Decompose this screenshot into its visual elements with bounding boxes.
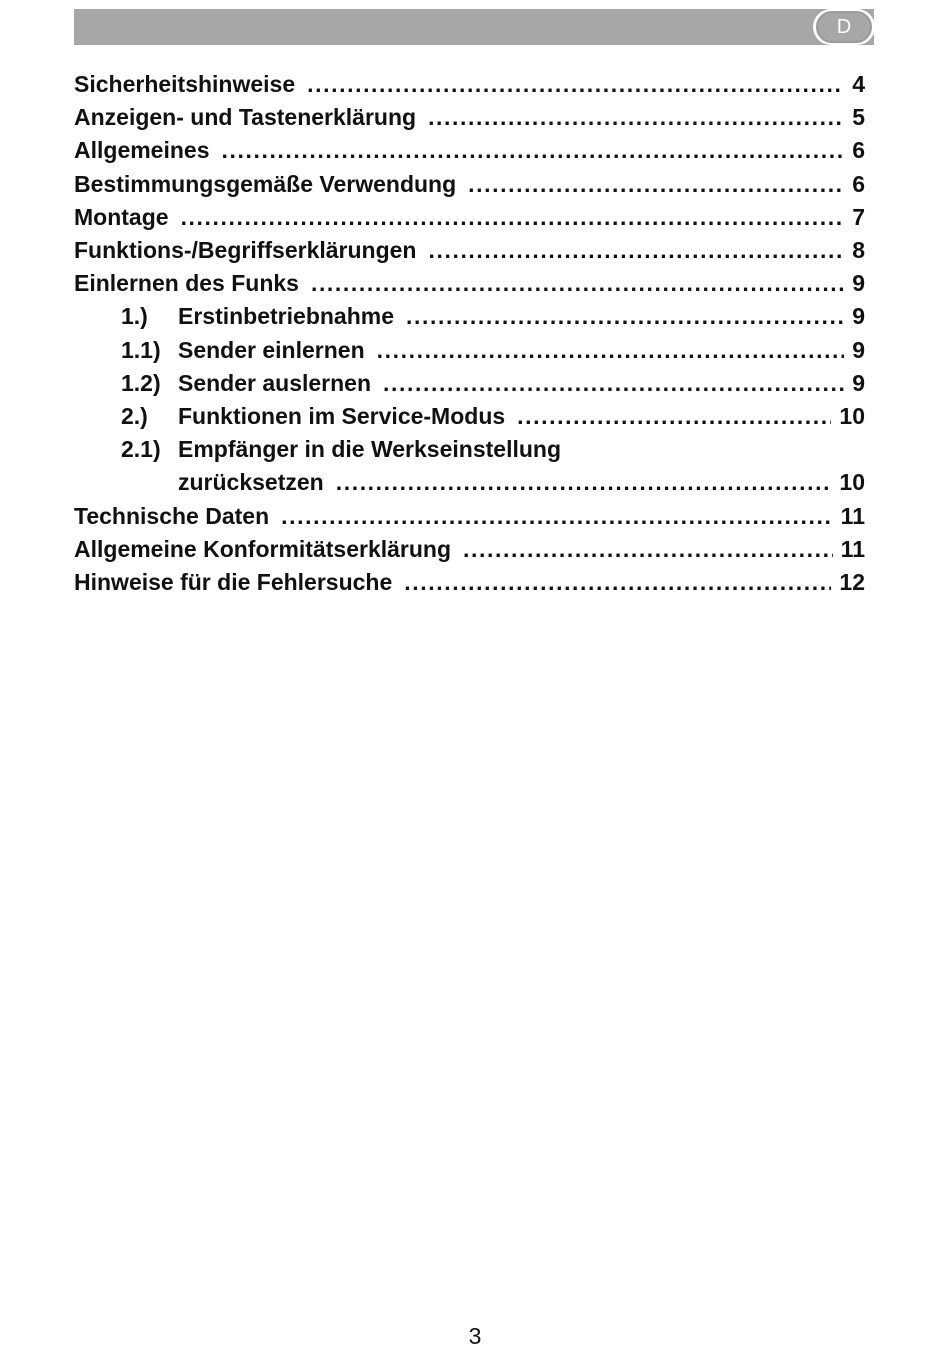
dot-leader — [404, 569, 831, 596]
toc-entry-page: 9 — [852, 303, 865, 330]
toc-entry-technische-daten[interactable] — [74, 499, 865, 532]
toc-entry-page: 11 — [840, 535, 865, 562]
toc-entry-number: 1.1) — [121, 336, 161, 363]
toc-entry-page: 5 — [852, 104, 865, 131]
toc-entry-page: 12 — [839, 568, 865, 595]
language-badge-label: D — [816, 11, 872, 43]
dot-leader — [377, 337, 845, 364]
dot-leader — [307, 71, 844, 98]
toc-entry-number: 2.) — [121, 402, 148, 429]
toc-entry-page: 6 — [852, 170, 865, 197]
dot-leader — [468, 171, 844, 198]
toc-entry-page: 9 — [852, 369, 865, 396]
toc-entry-page: 4 — [852, 71, 865, 98]
toc-entry-title-continued: zurücksetzen — [178, 469, 324, 496]
toc-entry-page: 10 — [839, 469, 865, 496]
toc-entry-konformitaetserklaerung[interactable] — [74, 533, 865, 566]
table-of-contents — [74, 68, 865, 599]
toc-entry-montage[interactable] — [74, 201, 865, 234]
toc-subentry-sender-einlernen[interactable] — [74, 334, 865, 367]
toc-entry-title: Sicherheitshinweise — [74, 71, 296, 98]
toc-entry-einlernen-des-funks[interactable] — [74, 267, 865, 300]
toc-entry-sicherheitshinweise[interactable] — [74, 68, 865, 101]
dot-leader — [406, 303, 844, 330]
toc-subentry-funktionen-service-modus[interactable] — [74, 400, 865, 433]
toc-entry-page: 9 — [852, 336, 865, 363]
toc-entry-title: Allgemeine Konformitätserklärung — [74, 535, 452, 562]
dot-leader — [463, 536, 833, 563]
toc-entry-title: Anzeigen- und Tastenerklärung — [74, 104, 417, 131]
toc-entry-page: 8 — [852, 237, 865, 264]
toc-entry-page: 6 — [852, 137, 865, 164]
toc-entry-title: Technische Daten — [74, 502, 270, 529]
toc-entry-page: 7 — [852, 203, 865, 230]
dot-leader — [336, 469, 832, 496]
toc-entry-title: Sender einlernen — [178, 336, 365, 363]
toc-subentry-erstinbetriebnahme[interactable] — [74, 300, 865, 333]
toc-subentry-empfaenger-werkseinstellung-continued[interactable] — [74, 466, 865, 499]
toc-entry-title: Hinweise für die Fehlersuche — [74, 568, 393, 595]
dot-leader — [428, 237, 844, 264]
toc-entry-title: Funktions-/Begriffserklärungen — [74, 237, 417, 264]
dot-leader — [311, 270, 844, 297]
toc-entry-fehlersuche[interactable] — [74, 566, 865, 599]
toc-entry-title: Funktionen im Service-Modus — [178, 402, 506, 429]
toc-entry-title: Erstinbetriebnahme — [178, 303, 394, 330]
toc-entry-number: 2.1) — [121, 436, 161, 463]
toc-entry-number: 1.) — [121, 303, 148, 330]
toc-entry-title: Empfänger in die Werkseinstellung — [178, 436, 561, 463]
dot-leader — [383, 370, 844, 397]
toc-entry-page: 11 — [840, 502, 865, 529]
toc-entry-page: 10 — [839, 402, 865, 429]
dot-leader — [181, 204, 845, 231]
toc-entry-title: Sender auslernen — [178, 369, 372, 396]
toc-entry-allgemeines[interactable] — [74, 134, 865, 167]
toc-entry-title: Einlernen des Funks — [74, 270, 299, 297]
toc-entry-anzeigen-tastenerklaerung[interactable] — [74, 101, 865, 134]
toc-entry-funktions-begriffserklaerungen[interactable] — [74, 234, 865, 267]
toc-entry-title: Bestimmungsgemäße Verwendung — [74, 170, 457, 197]
language-badge — [813, 9, 875, 45]
toc-entry-page: 9 — [852, 270, 865, 297]
dot-leader — [517, 403, 831, 430]
dot-leader — [281, 503, 833, 530]
toc-entry-bestimmungsgemaesse-verwendung[interactable] — [74, 168, 865, 201]
toc-subentry-sender-auslernen[interactable] — [74, 367, 865, 400]
dot-leader — [222, 137, 845, 164]
page-number: 3 — [468, 1323, 482, 1349]
toc-subentry-empfaenger-werkseinstellung[interactable] — [74, 433, 865, 466]
header-bar — [74, 9, 874, 45]
dot-leader — [428, 104, 844, 131]
toc-entry-title: Allgemeines — [74, 137, 210, 164]
toc-entry-number: 1.2) — [121, 369, 161, 396]
toc-entry-title: Montage — [74, 203, 169, 230]
